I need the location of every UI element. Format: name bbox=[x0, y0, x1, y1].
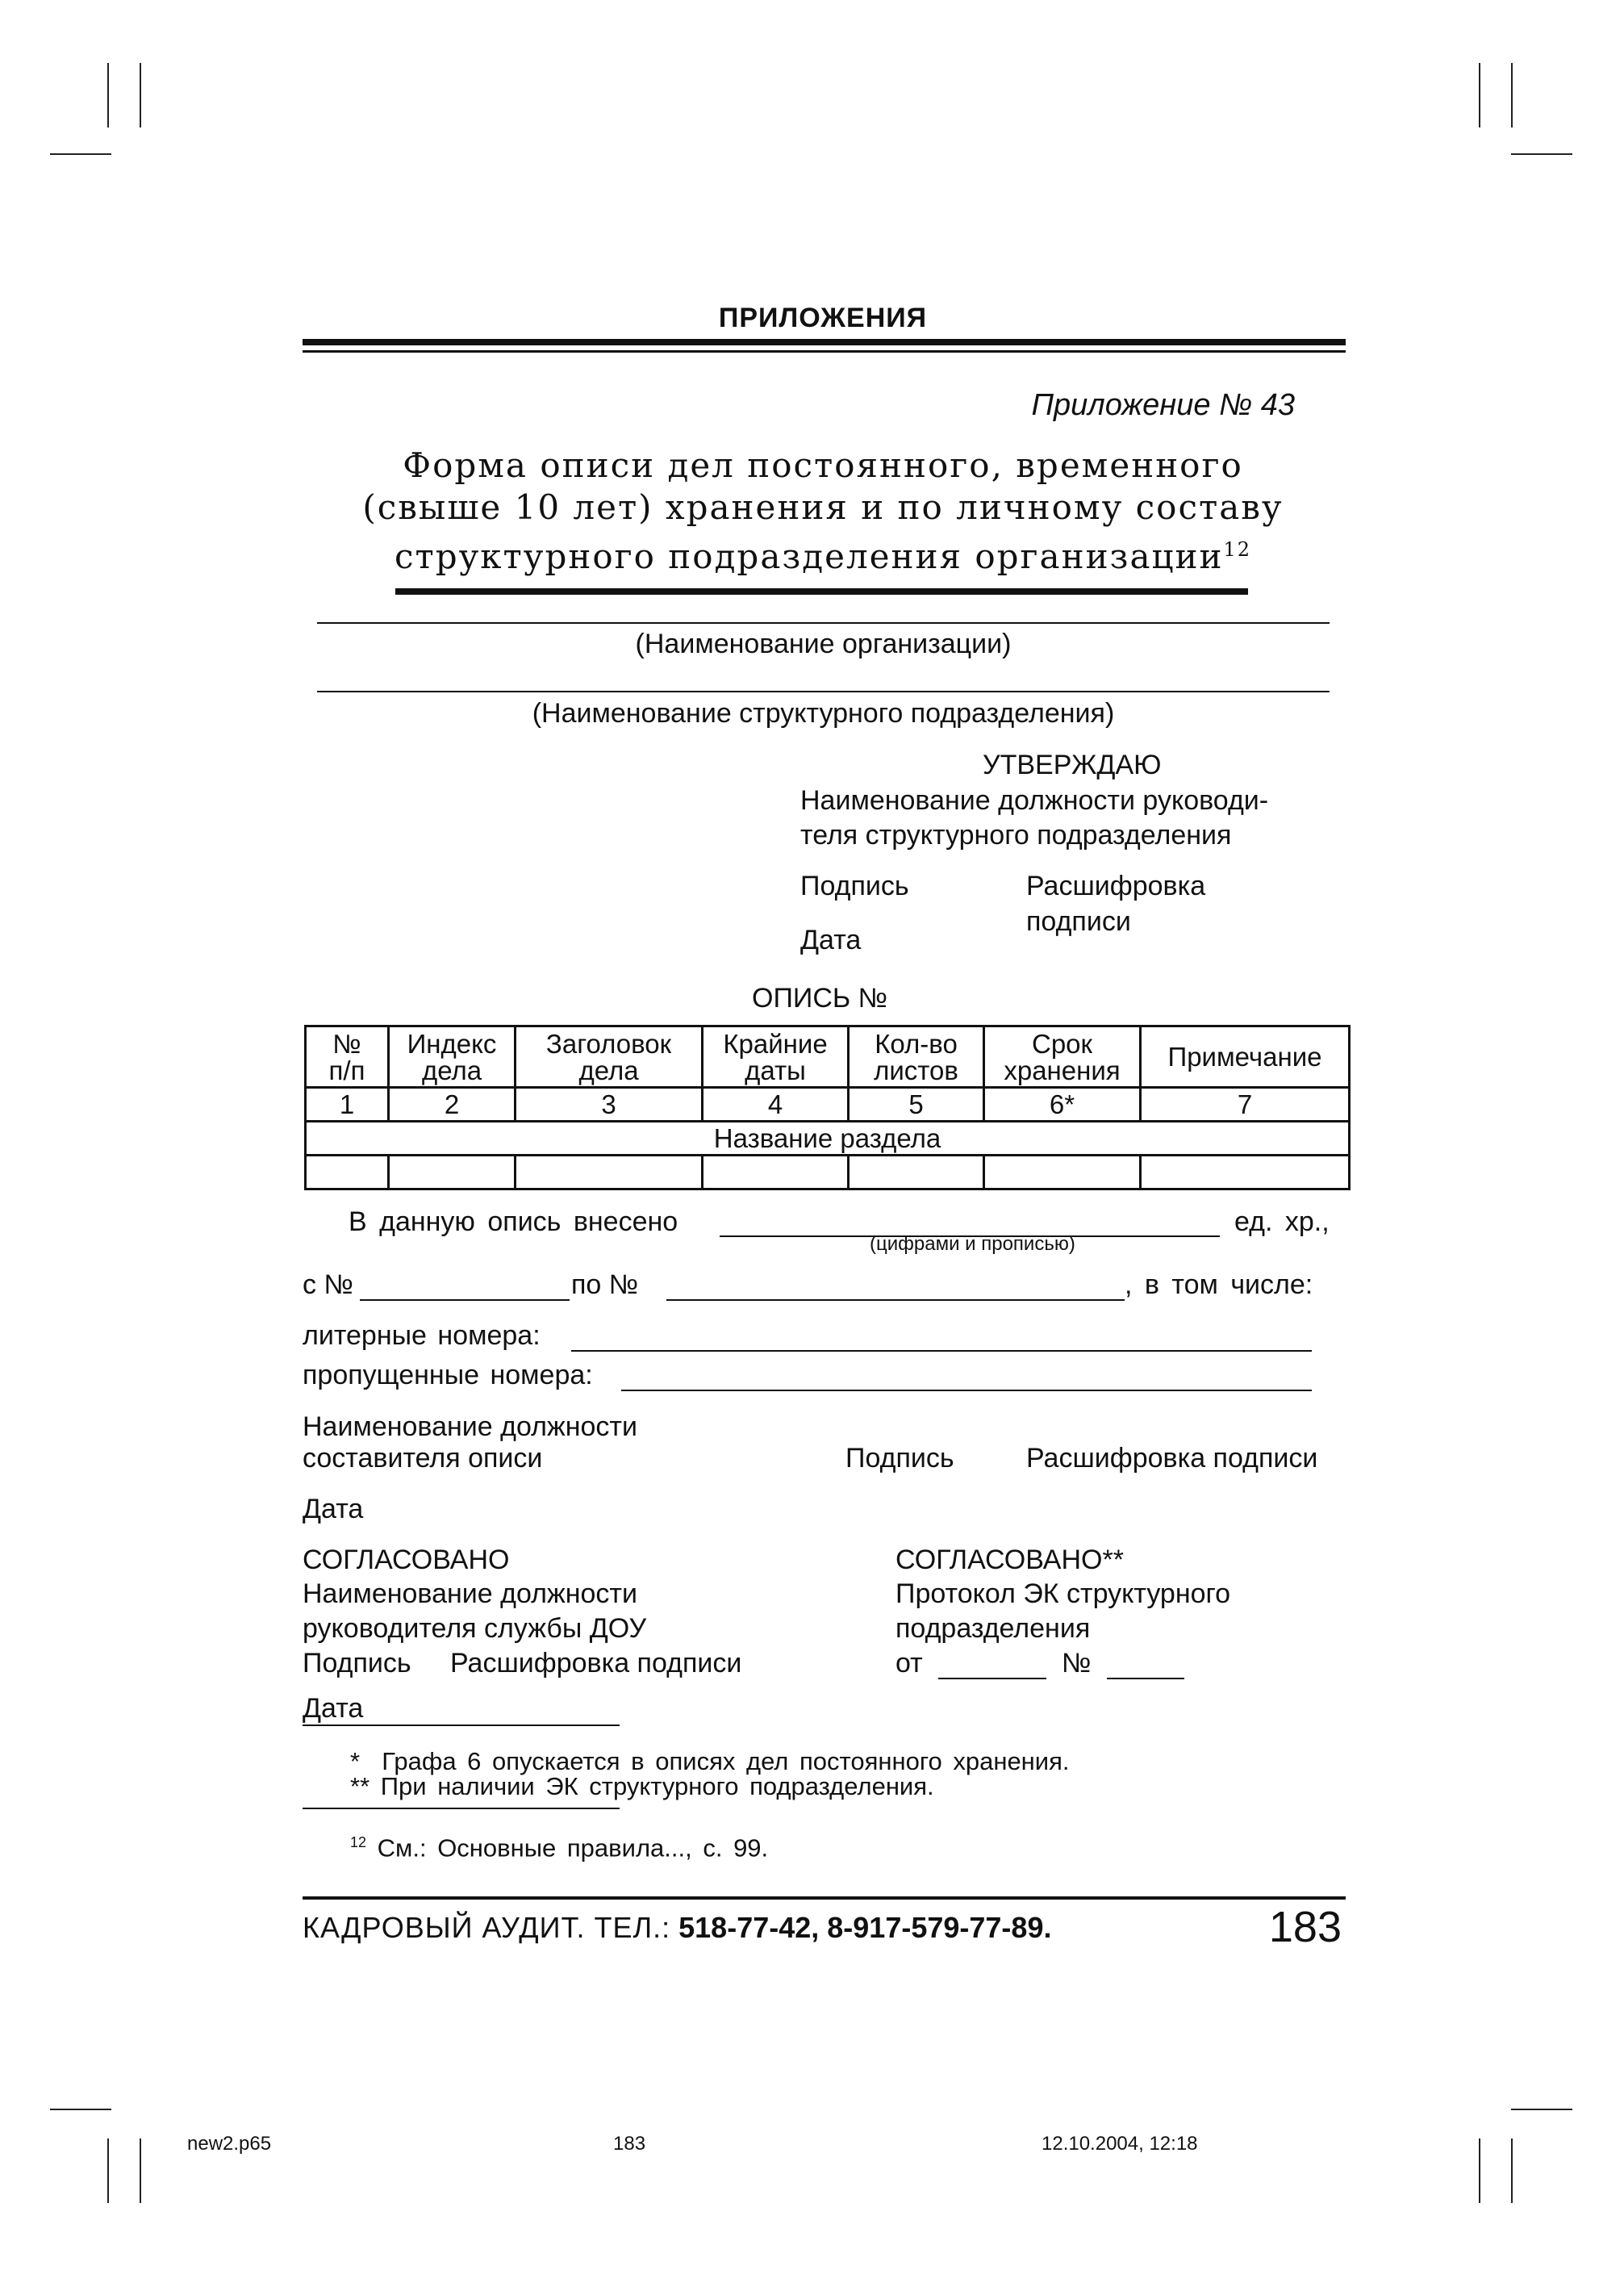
header-cell: № п/п bbox=[306, 1026, 389, 1088]
page-number: 183 bbox=[1268, 1903, 1342, 1951]
header-rule-thin bbox=[303, 350, 1346, 353]
header-cell: Индекс дела bbox=[389, 1026, 516, 1088]
slug-page: 183 bbox=[613, 2133, 646, 2155]
entered-hint: (цифрами и прописью) bbox=[870, 1233, 1075, 1255]
compiler-decoding: Расшифровка подписи bbox=[1026, 1443, 1318, 1474]
note-star2: ** При наличии ЭК структурного подразделения. bbox=[350, 1772, 934, 1800]
table-row bbox=[306, 1156, 1350, 1189]
section-row: Название раздела bbox=[306, 1122, 1350, 1156]
header-cell: Срок хранения bbox=[984, 1026, 1141, 1088]
slug-file: new2.p65 bbox=[187, 2133, 272, 2155]
missing-numbers: пропущенные номера: bbox=[303, 1360, 593, 1390]
dept-line bbox=[317, 691, 1330, 692]
footer-rule bbox=[303, 1896, 1346, 1900]
slug-datetime: 12.10.2004, 12:18 bbox=[1042, 2133, 1198, 2155]
range-to: по № bbox=[571, 1269, 639, 1300]
entered-prefix: В данную опись внесено bbox=[349, 1206, 678, 1237]
approve-date: Дата bbox=[800, 925, 862, 955]
dept-caption: (Наименование структурного подразделения) bbox=[532, 698, 1115, 729]
footnote: $^{12}$ См.: Основные правила..., с. 99. bbox=[350, 1833, 769, 1862]
header-cell: Примечание bbox=[1141, 1026, 1350, 1088]
compiler-signature: Подпись bbox=[845, 1443, 954, 1474]
inventory-title: ОПИСЬ № bbox=[752, 983, 888, 1014]
title-underline bbox=[395, 588, 1248, 595]
header-cell: Крайние даты bbox=[703, 1026, 849, 1088]
header-cell: Заголовок дела bbox=[516, 1026, 703, 1088]
section-title: ПРИЛОЖЕНИЯ bbox=[718, 303, 928, 333]
header-rule-thick bbox=[303, 339, 1346, 345]
range-from: с № bbox=[303, 1269, 353, 1300]
entered-suffix: ед. хр., bbox=[1234, 1206, 1330, 1237]
letter-numbers: литерные номера: bbox=[303, 1320, 541, 1351]
table-row: 1 2 3 4 5 6* 7 bbox=[306, 1088, 1350, 1122]
header-cell: Кол-во листов bbox=[849, 1026, 984, 1088]
appendix-number: Приложение № 43 bbox=[1031, 388, 1295, 422]
footer-contact: КАДРОВЫЙ АУДИТ. ТЕЛ.: 518-77-42, 8-917-579-77-89. bbox=[303, 1911, 1052, 1944]
note-star1: * Графа 6 опускается в описях дел постоянного хранения. bbox=[350, 1747, 1070, 1775]
org-caption: (Наименование организации) bbox=[635, 629, 1012, 659]
range-incl: , в том числе: bbox=[1125, 1269, 1313, 1300]
compiler-date: Дата bbox=[303, 1494, 364, 1524]
org-line bbox=[317, 622, 1330, 624]
inventory-table bbox=[304, 1025, 1351, 1190]
approve-title: УТВЕРЖДАЮ bbox=[983, 750, 1162, 780]
approve-signature: Подпись bbox=[800, 871, 909, 901]
